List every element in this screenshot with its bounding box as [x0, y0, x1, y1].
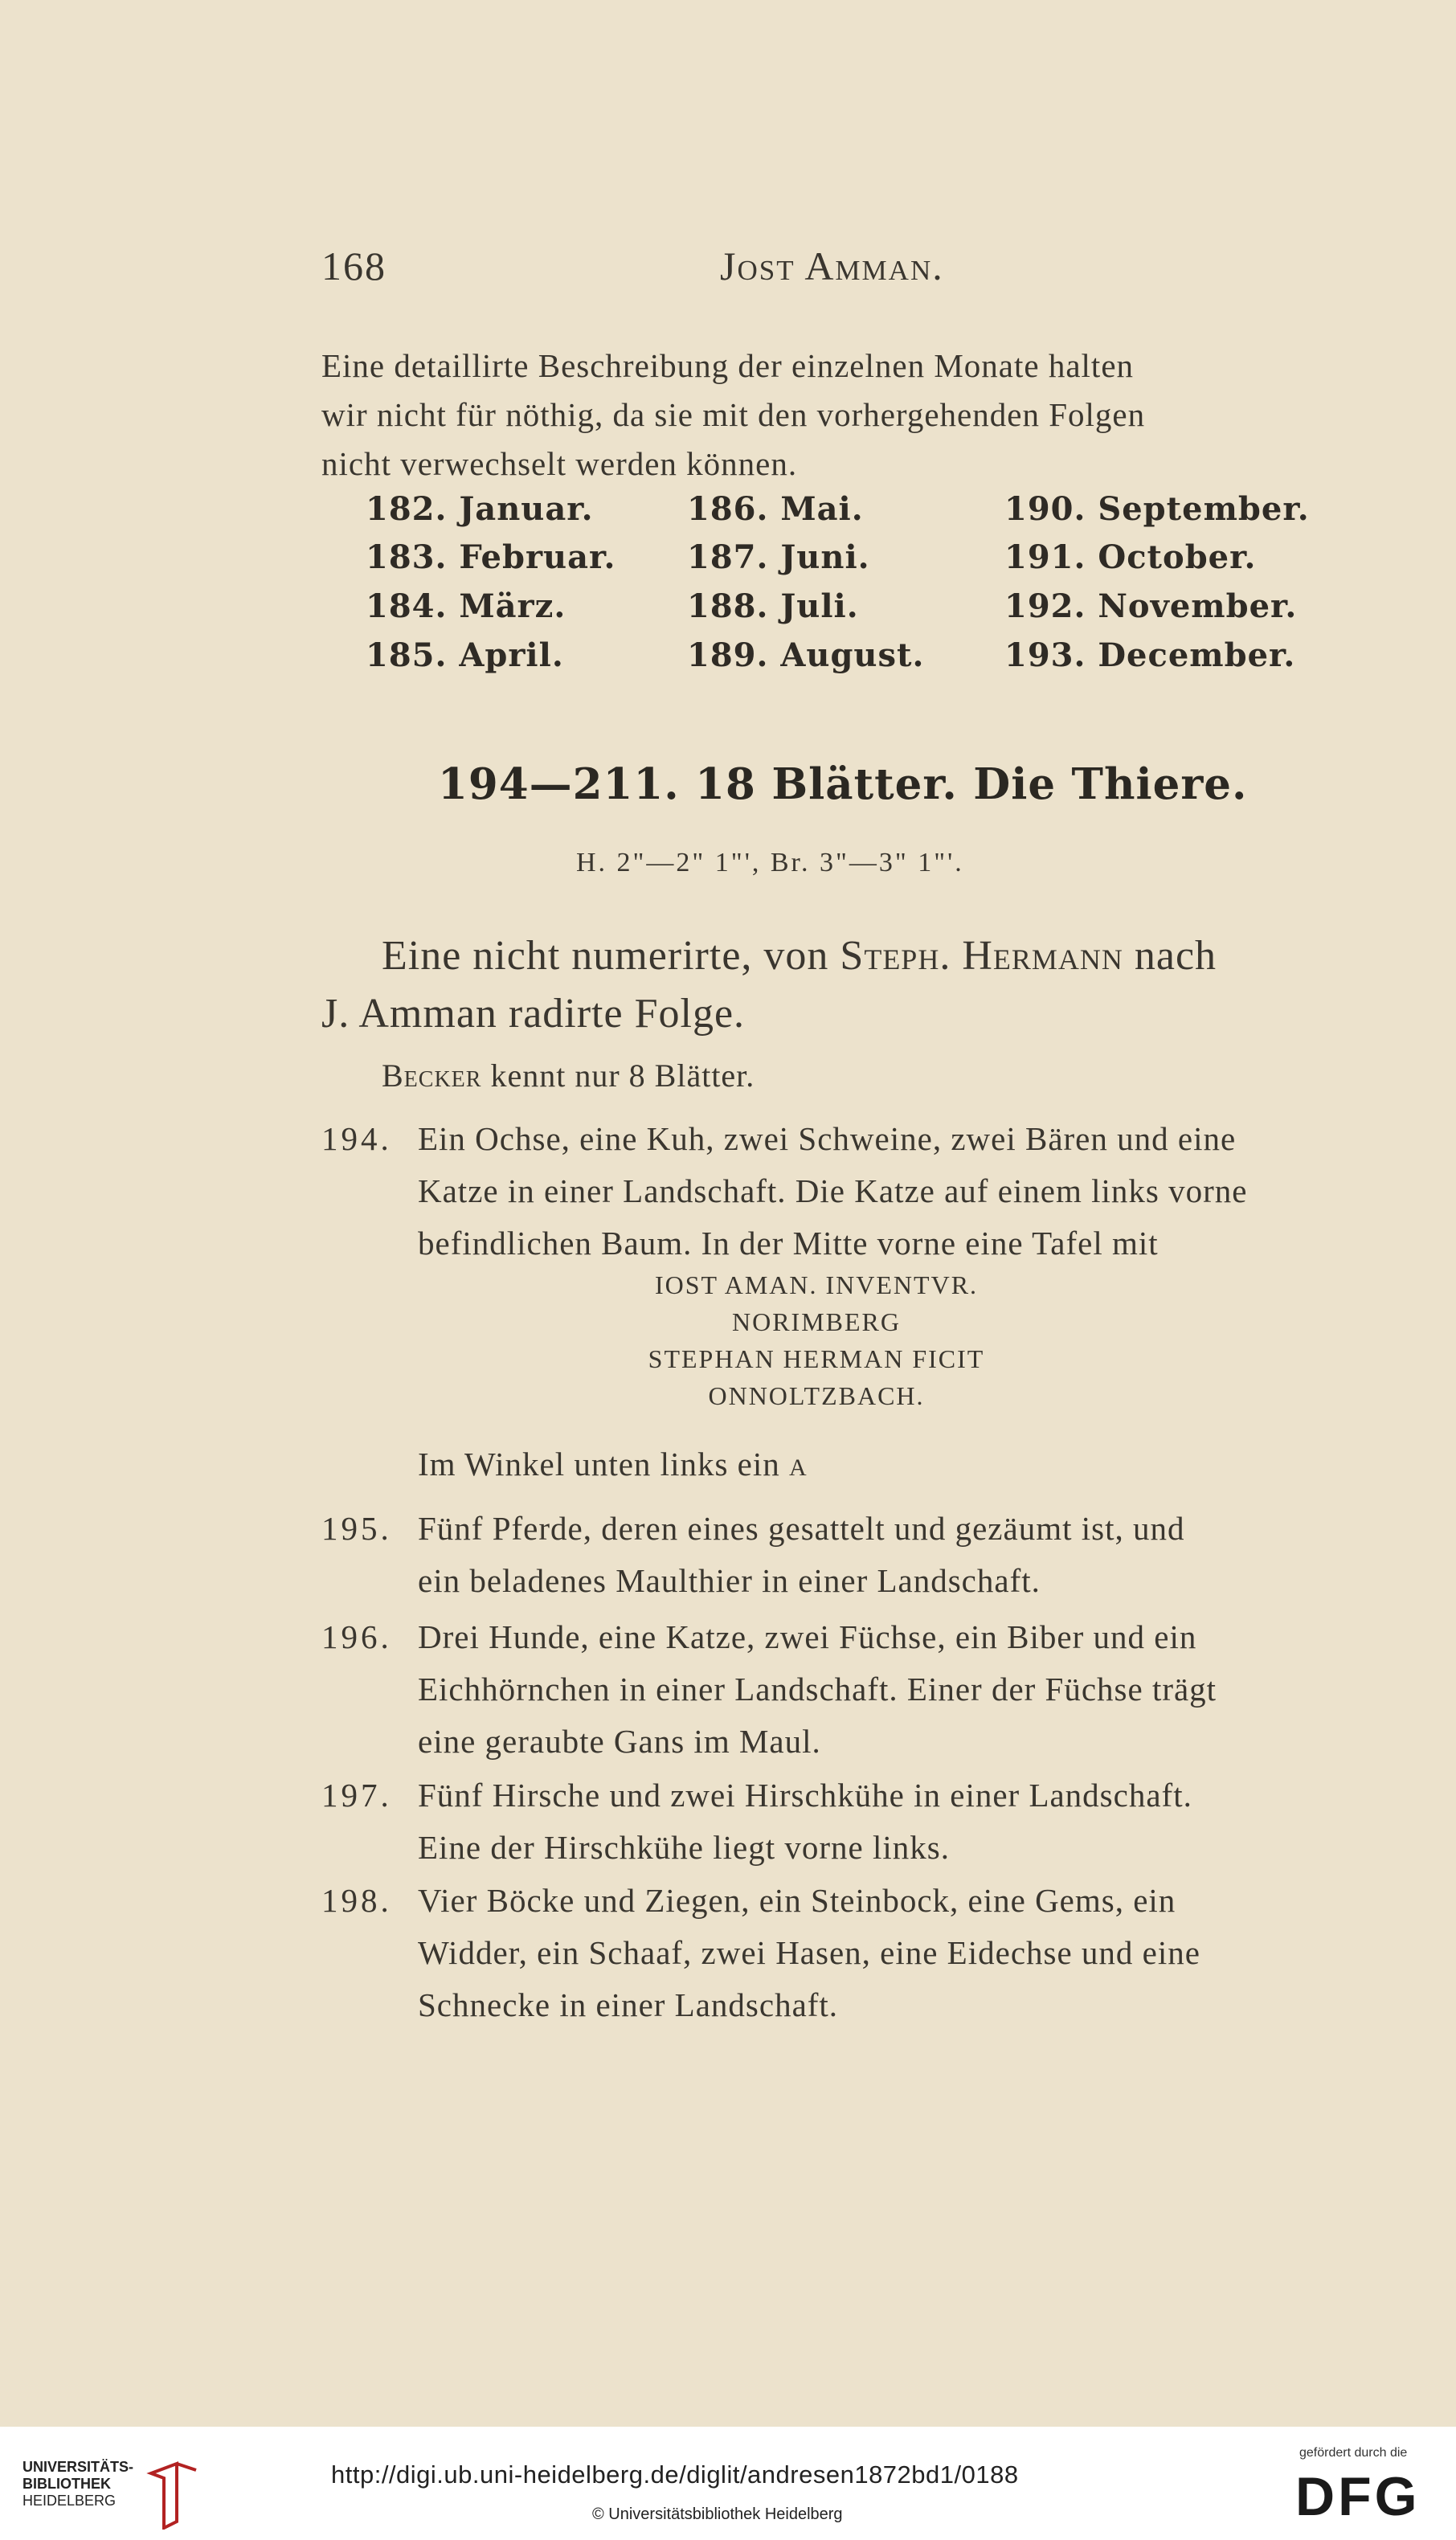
- month-entry: 182. Januar.: [366, 490, 594, 528]
- page-number: 168: [321, 243, 386, 288]
- inscription-line: STEPHAN HERMAN FICIT: [648, 1344, 985, 1373]
- entry-line: Katze in einer Landschaft. Die Katze auf einem links vorne: [418, 1172, 1248, 1209]
- month-entry: 185. April.: [366, 636, 564, 674]
- becker-note: [382, 1057, 755, 1094]
- entry-line: Fünf Hirsche und zwei Hirschkühe in einer Landschaft.: [418, 1777, 1192, 1814]
- entry-line: Fünf Pferde, deren eines gesattelt und gezäumt ist, und: [418, 1510, 1185, 1547]
- entry-line: Schnecke in einer Landschaft.: [418, 1986, 839, 2023]
- winkel-text: Im Winkel unten links ein: [418, 1446, 790, 1483]
- running-title: Jost Amman.: [720, 243, 944, 288]
- lead-line-2: J. Amman radirte Folge.: [321, 991, 746, 1037]
- entry-line: Vier Böcke und Ziegen, ein Steinbock, eine Gems, ein: [418, 1882, 1176, 1919]
- lead-text: nach: [1123, 933, 1217, 979]
- winkel-note: [418, 1445, 808, 1483]
- section-dimensions: H. 2"—2" 1"', Br. 3"—3" 1"'.: [576, 848, 964, 877]
- becker-text: kennt nur 8 Blätter.: [481, 1057, 755, 1094]
- entry-text: [418, 1875, 1200, 2031]
- month-entry: 189. August.: [687, 636, 925, 674]
- permalink-url[interactable]: http://digi.ub.uni-heidelberg.de/diglit/andresen1872bd1/0188: [331, 2460, 1019, 2489]
- copyright-notice: © Universitätsbibliothek Heidelberg: [592, 2505, 843, 2523]
- entry-line: ein beladenes Maulthier in einer Landschaft.: [418, 1562, 1041, 1599]
- viewer-footer: [0, 2427, 1456, 2540]
- entry-number: 194.: [321, 1120, 392, 1157]
- entry-line: Widder, ein Schaaf, zwei Hasen, eine Eidechse und eine: [418, 1934, 1200, 1971]
- engraver-name: Steph. Hermann: [840, 933, 1123, 979]
- month-entry: 186. Mai.: [687, 490, 864, 528]
- intro-line: nicht verwechselt werden können.: [321, 445, 798, 482]
- inscription-line: NORIMBERG: [731, 1307, 901, 1336]
- entry-line: befindlichen Baum. In der Mitte vorne eine Tafel mit: [418, 1225, 1159, 1262]
- intro-paragraph: [321, 342, 1350, 489]
- entry-text: [418, 1113, 1247, 1270]
- entry-number: 197.: [321, 1777, 392, 1814]
- section-heading: 194—211. 18 Blätter. Die Thiere.: [438, 759, 1248, 809]
- month-entry: 191. October.: [1004, 538, 1257, 576]
- entry-line: Eine der Hirschkühe liegt vorne links.: [418, 1829, 950, 1866]
- library-name-line: HEIDELBERG: [22, 2493, 117, 2509]
- funder-note: gefördert durch die: [1299, 2446, 1408, 2460]
- inscription-line: ONNOLTZBACH.: [708, 1381, 925, 1410]
- monogram-mark: A: [789, 1454, 808, 1481]
- entry-text: [418, 1611, 1217, 1768]
- inscription-line: IOST AMAN. INVENTVR.: [654, 1270, 979, 1299]
- month-entry: 184. März.: [366, 587, 566, 625]
- author-name: Becker: [382, 1057, 482, 1094]
- month-entry: 192. November.: [1004, 587, 1298, 625]
- intro-line: wir nicht für nöthig, da sie mit den vorhergehenden Folgen: [321, 396, 1146, 433]
- entry-text: [418, 1503, 1184, 1607]
- month-entry: 187. Juni.: [687, 538, 870, 576]
- library-name-line: UNIVERSITÄTS-: [22, 2459, 134, 2475]
- entry-line: Drei Hunde, eine Katze, zwei Füchse, ein Biber und ein: [418, 1618, 1197, 1655]
- lead-text: Eine nicht numerirte, von: [382, 933, 840, 979]
- month-entry: 188. Juli.: [687, 587, 859, 625]
- entry-line: Eichhörnchen in einer Landschaft. Einer der Füchse trägt: [418, 1671, 1217, 1708]
- month-entry: 190. September.: [1004, 490, 1310, 528]
- entry-text: [418, 1769, 1192, 1874]
- library-name-line: BIBLIOTHEK: [22, 2476, 111, 2492]
- entry-line: eine geraubte Gans im Maul.: [418, 1723, 821, 1760]
- month-entry: 193. December.: [1004, 636, 1296, 674]
- lead-line-1: [382, 932, 1217, 980]
- dfg-logo: DFG: [1295, 2466, 1421, 2527]
- intro-line: Eine detaillirte Beschreibung der einzelnen Monate halten: [321, 347, 1135, 384]
- entry-number: 196.: [321, 1618, 392, 1655]
- library-name: [22, 2459, 133, 2509]
- month-entry: 183. Februar.: [366, 538, 616, 576]
- entry-number: 198.: [321, 1882, 392, 1919]
- entry-line: Ein Ochse, eine Kuh, zwei Schweine, zwei Bären und eine: [418, 1120, 1237, 1157]
- library-logo-icon: [145, 2457, 201, 2530]
- entry-number: 195.: [321, 1510, 392, 1547]
